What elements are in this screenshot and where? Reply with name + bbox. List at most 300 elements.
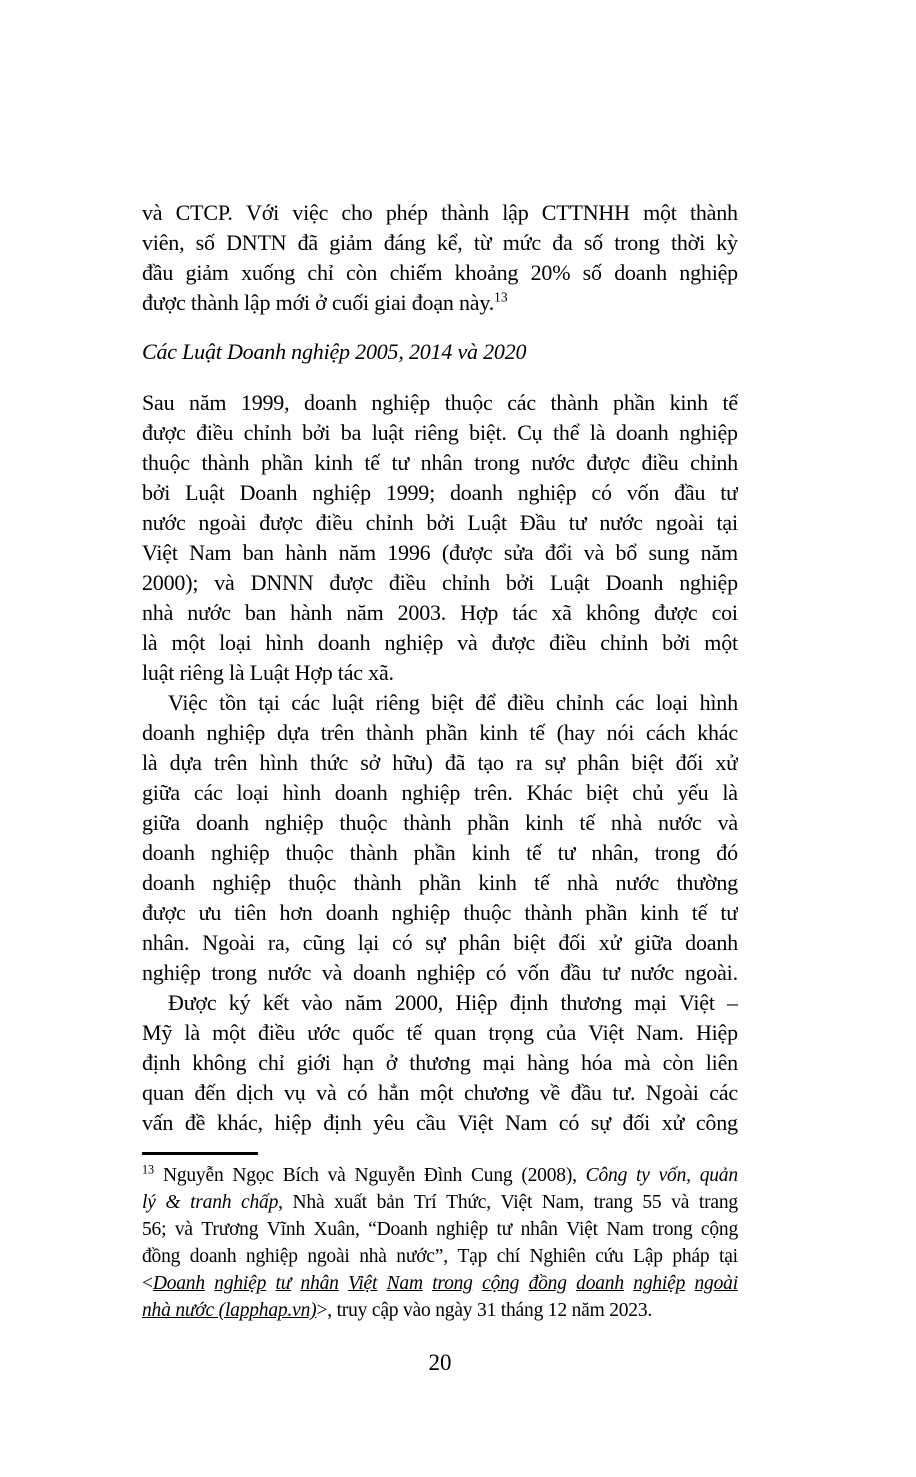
footnote-link-text[interactable]: nhân — [300, 1273, 339, 1294]
word — [142, 628, 157, 658]
text-line — [142, 1270, 738, 1297]
text-line — [142, 718, 738, 748]
text-run: nghiệp — [436, 1219, 488, 1240]
word — [391, 448, 409, 478]
word — [244, 418, 292, 448]
text-run: tồn — [219, 690, 247, 715]
footnote-link-text[interactable]: tư — [275, 1273, 292, 1294]
text-run: là — [184, 1020, 200, 1045]
word — [676, 748, 704, 778]
word — [190, 1189, 231, 1216]
text-run: tư. — [612, 1080, 636, 1105]
word — [700, 688, 738, 718]
word — [455, 258, 519, 288]
word — [199, 898, 222, 928]
word — [142, 198, 162, 228]
word — [240, 478, 298, 508]
text-run: Việt — [500, 1192, 533, 1213]
text-run: Tạp — [457, 1246, 488, 1267]
word — [260, 748, 298, 778]
text-run: ở — [385, 1050, 398, 1075]
text-run: có — [485, 960, 507, 985]
text-run: thương — [560, 990, 622, 1015]
footnote-link-text[interactable]: trong — [432, 1273, 473, 1294]
text-run: phân — [577, 750, 620, 775]
text-run: định — [509, 990, 549, 1015]
word — [190, 1243, 237, 1270]
text-run: Luật — [550, 570, 590, 595]
word — [512, 598, 537, 628]
text-run: được — [329, 570, 373, 595]
word — [142, 928, 189, 958]
text-run: Trí — [413, 1192, 437, 1213]
text-run: kinh — [478, 870, 517, 895]
word — [591, 478, 611, 508]
text-run: thành — [201, 450, 250, 475]
word — [426, 508, 454, 538]
text-run: tế — [691, 900, 708, 925]
text-run: bản — [376, 1192, 405, 1213]
text-run: nghiệp — [416, 960, 476, 985]
word — [323, 1108, 361, 1138]
text-run: Ngoài — [202, 930, 255, 955]
text-run: hình — [259, 750, 298, 775]
word — [420, 1078, 454, 1108]
text-run: xử — [598, 930, 622, 955]
word — [142, 838, 195, 868]
text-run: tiên — [234, 900, 267, 925]
word — [525, 808, 563, 838]
word — [704, 628, 738, 658]
word — [142, 1078, 184, 1108]
word — [431, 688, 463, 718]
text-run: Doanh — [605, 570, 664, 595]
footnote-link-text[interactable]: nghiệp — [633, 1273, 686, 1294]
text-run: nghiệp — [384, 630, 444, 655]
word — [542, 198, 630, 228]
word — [552, 228, 572, 258]
text-run: xử — [715, 750, 738, 775]
text-run: cũng — [302, 930, 345, 955]
text-run: Sau — [142, 390, 175, 415]
text-run: là — [589, 420, 606, 445]
word — [358, 928, 379, 958]
text-run: xuống — [241, 260, 296, 285]
word — [384, 628, 443, 658]
word — [307, 1243, 349, 1270]
word — [475, 688, 495, 718]
text-run: thành — [441, 200, 489, 225]
text-run: điều — [388, 570, 426, 595]
text-run: hóa — [580, 1050, 613, 1075]
text-run: công — [695, 1110, 738, 1135]
word — [214, 1270, 266, 1297]
word — [283, 1162, 319, 1189]
text-run: thành — [349, 840, 398, 865]
text-run: và — [457, 630, 478, 655]
text-run: nghiệp — [212, 870, 271, 895]
word — [442, 538, 493, 568]
word — [389, 568, 426, 598]
text-run: doanh — [449, 480, 503, 505]
text-run: phần — [613, 390, 655, 415]
word — [521, 1162, 576, 1189]
text-run: doanh — [615, 420, 669, 445]
word — [335, 778, 388, 808]
word — [716, 838, 738, 868]
text-run: một — [704, 630, 738, 655]
text-run: luật — [331, 690, 364, 715]
word — [189, 538, 231, 568]
word — [196, 228, 215, 258]
text-run: được — [259, 510, 303, 535]
text-run: riêng — [375, 690, 420, 715]
word — [251, 568, 314, 598]
text-run: trong — [211, 960, 257, 985]
text-run: ngoài. — [684, 960, 738, 985]
word — [314, 448, 352, 478]
word — [701, 538, 738, 568]
text-run: mại — [482, 1050, 516, 1075]
text-run: yếu — [677, 780, 709, 805]
word — [720, 898, 738, 928]
word — [591, 1108, 611, 1138]
word — [482, 1270, 519, 1297]
word — [504, 538, 534, 568]
word — [165, 1189, 180, 1216]
word — [679, 568, 738, 598]
word — [518, 478, 577, 508]
text-run: việc — [292, 200, 329, 225]
text-run: kinh — [471, 840, 510, 865]
word — [616, 538, 638, 568]
text-line — [142, 1078, 738, 1108]
text-run: mức — [502, 230, 541, 255]
text-run: 1999; — [385, 480, 436, 505]
text-run: hình — [699, 690, 738, 715]
text-column — [142, 198, 738, 1324]
word — [175, 1216, 193, 1243]
text-run: phần — [260, 450, 303, 475]
word — [392, 748, 432, 778]
word — [599, 508, 643, 538]
word — [566, 1216, 598, 1243]
text-run: & — [165, 1192, 181, 1213]
text-run: liên — [705, 1050, 738, 1075]
text-run: nghiệp — [371, 390, 431, 415]
text-run: đã — [297, 230, 318, 255]
word — [297, 1048, 331, 1078]
text-run: tư — [391, 450, 410, 475]
text-run: được — [142, 900, 186, 925]
word — [398, 598, 447, 628]
text-run: thể — [553, 420, 580, 445]
text-run: năm — [700, 540, 738, 565]
word — [341, 198, 372, 228]
word — [634, 988, 666, 1018]
word — [527, 1048, 569, 1078]
text-run: Công — [585, 1165, 628, 1186]
text-run: và — [671, 1192, 690, 1213]
word — [551, 388, 599, 418]
footnote-link-text[interactable]: Việt — [348, 1273, 378, 1294]
text-run: chủ — [632, 780, 664, 805]
text-run: tư — [720, 900, 738, 925]
footnote-link-text[interactable]: đồng — [528, 1273, 567, 1294]
text-run: biệt — [513, 930, 546, 955]
text-run: mà — [624, 1050, 651, 1075]
text-run: tác — [512, 600, 538, 625]
text-run: phần — [585, 900, 628, 925]
word — [395, 988, 444, 1018]
text-run: ra — [515, 750, 533, 775]
word — [706, 1048, 738, 1078]
text-run: đối — [622, 1110, 651, 1135]
text-run: bởi — [505, 570, 535, 595]
text-run: thuộc — [288, 870, 337, 895]
text-run: thuộc — [142, 450, 190, 475]
word — [611, 808, 642, 838]
word — [460, 598, 498, 628]
word — [633, 1270, 685, 1297]
text-run: hành — [290, 600, 333, 625]
word — [690, 448, 738, 478]
footnote-link-text[interactable]: Nam — [386, 1273, 423, 1294]
word — [632, 778, 663, 808]
word — [142, 898, 186, 928]
footnote-link-text[interactable]: nhà nước (lapphap.vn) — [142, 1300, 317, 1321]
text-run: tế — [364, 450, 380, 475]
text-run: loại — [236, 780, 269, 805]
word — [616, 868, 660, 898]
word — [217, 1108, 263, 1138]
text-run: Luật — [185, 480, 225, 505]
text-run: 1996 — [387, 540, 431, 565]
word — [360, 748, 380, 778]
word — [198, 508, 246, 538]
word — [302, 418, 330, 448]
text-run: Luật — [467, 510, 507, 535]
word — [142, 718, 195, 748]
text-run: (được — [441, 540, 493, 565]
word — [697, 718, 738, 748]
word — [709, 1078, 738, 1108]
word — [674, 478, 705, 508]
text-run: đồng — [142, 1246, 181, 1267]
text-run: chiếm — [389, 260, 443, 285]
word — [579, 808, 594, 838]
word — [142, 258, 173, 288]
text-run: xã — [551, 600, 572, 625]
word — [341, 418, 361, 448]
text-run: chấp — [241, 1192, 279, 1213]
text-run: Xuân, — [313, 1219, 360, 1240]
word — [234, 898, 266, 928]
word — [540, 1078, 560, 1108]
text-run: nước — [599, 510, 643, 535]
word — [142, 598, 173, 628]
text-run: ra, — [267, 930, 290, 955]
word — [534, 868, 549, 898]
text-run: luật riêng là Luật Hợp tác xã. — [142, 660, 394, 685]
text-run: các — [615, 690, 645, 715]
text-run: hơn — [279, 900, 313, 925]
text-run: của — [546, 1020, 577, 1045]
word — [185, 478, 225, 508]
text-run: giữa — [634, 930, 673, 955]
word — [142, 1189, 156, 1216]
text-run: tư — [496, 1219, 513, 1240]
text-run: doanh — [196, 810, 249, 835]
text-run: nghiệp — [391, 900, 451, 925]
footnote-text — [142, 1162, 738, 1324]
text-run: giữa — [142, 810, 181, 835]
word — [194, 778, 223, 808]
word — [346, 598, 383, 628]
text-run: < — [142, 1273, 153, 1294]
text-run: nghiệp — [142, 960, 201, 985]
text-run: kinh — [640, 900, 679, 925]
word — [492, 628, 536, 658]
word — [595, 1243, 623, 1270]
text-run: trên — [213, 750, 248, 775]
footnote-reference: 13 — [142, 1162, 155, 1177]
text-run: ty — [636, 1165, 650, 1186]
word — [387, 1270, 423, 1297]
text-run: quốc — [352, 1020, 395, 1045]
text-run: chỉnh — [555, 690, 604, 715]
text-run: Nhà — [292, 1192, 325, 1213]
word — [172, 628, 206, 658]
word — [207, 718, 266, 748]
word — [241, 1189, 283, 1216]
word — [288, 868, 336, 898]
word — [409, 1048, 470, 1078]
text-run: Khác — [526, 780, 573, 805]
text-run: một — [643, 200, 677, 225]
text-line — [142, 1189, 738, 1216]
text-run: một — [419, 1080, 454, 1105]
word — [246, 198, 279, 228]
word — [290, 598, 332, 628]
word — [310, 748, 348, 778]
text-run: phần — [413, 840, 456, 865]
text-run: quản — [699, 1165, 738, 1186]
word — [474, 778, 513, 808]
word — [316, 1078, 336, 1108]
word — [695, 1270, 738, 1297]
text-run: các — [709, 1080, 738, 1105]
word — [677, 778, 708, 808]
text-run: ban — [242, 540, 274, 565]
footnote-link-text[interactable]: Doanh — [152, 1273, 205, 1294]
word — [531, 448, 575, 478]
word — [503, 228, 541, 258]
footnote-link-text[interactable]: doanh — [576, 1273, 624, 1294]
word — [586, 448, 630, 478]
word — [507, 688, 544, 718]
footnote-link-text[interactable]: ngoài — [694, 1273, 738, 1294]
word — [642, 1189, 661, 1216]
text-run: nhà — [610, 810, 643, 835]
text-line — [142, 958, 738, 988]
word — [712, 598, 738, 628]
text-run: cứu — [595, 1246, 624, 1267]
word — [659, 1162, 691, 1189]
word — [196, 418, 233, 448]
text-run: viên, — [142, 230, 185, 255]
text-run: Nam — [189, 540, 232, 565]
text-run: đáng — [383, 230, 426, 255]
text-run: một — [212, 1020, 246, 1045]
text-run: nhà — [359, 1246, 387, 1267]
text-line — [142, 418, 738, 448]
word — [558, 838, 576, 868]
word — [520, 508, 556, 538]
text-line — [142, 337, 738, 367]
text-run: loại — [655, 690, 688, 715]
word — [142, 958, 201, 988]
word — [677, 868, 738, 898]
text-run: nhân — [520, 1219, 558, 1240]
word — [576, 1270, 624, 1297]
text-run: lập — [502, 200, 529, 225]
section-heading — [142, 337, 738, 367]
word — [455, 988, 497, 1018]
word — [259, 508, 303, 538]
word — [372, 418, 404, 448]
footnote-link-text[interactable]: nghiệp — [214, 1273, 267, 1294]
text-run: bởi — [426, 510, 455, 535]
word — [142, 1243, 180, 1270]
text-run: 56; — [142, 1219, 167, 1240]
text-run: hình — [282, 780, 321, 805]
word — [719, 1243, 738, 1270]
text-run: biệt — [586, 780, 619, 805]
text-run: yêu — [373, 1110, 405, 1135]
text-run: và — [174, 1219, 193, 1240]
word — [142, 418, 186, 448]
word — [354, 1162, 415, 1189]
word — [366, 718, 414, 748]
word — [655, 838, 700, 868]
word — [463, 898, 511, 928]
text-run: tư — [568, 510, 587, 535]
text-run: từ — [473, 230, 492, 255]
text-run: thành — [550, 390, 599, 415]
word — [529, 1270, 567, 1297]
footnote-link-text[interactable]: cộng — [482, 1273, 520, 1294]
word — [334, 1189, 367, 1216]
text-run: các — [193, 780, 223, 805]
word — [529, 1243, 585, 1270]
page-number: 20 — [428, 1350, 452, 1375]
word — [142, 538, 178, 568]
text-run: thuộc — [285, 840, 334, 865]
word — [437, 228, 463, 258]
word — [276, 1270, 292, 1297]
text-run: thuộc — [444, 390, 493, 415]
text-run: Bích — [282, 1165, 319, 1186]
word — [560, 958, 591, 988]
word — [662, 628, 690, 658]
text-run: đã — [444, 750, 466, 775]
word — [553, 418, 579, 448]
word — [303, 928, 345, 958]
word — [371, 388, 430, 418]
word — [314, 1216, 360, 1243]
text-run: nhân. — [142, 930, 190, 955]
